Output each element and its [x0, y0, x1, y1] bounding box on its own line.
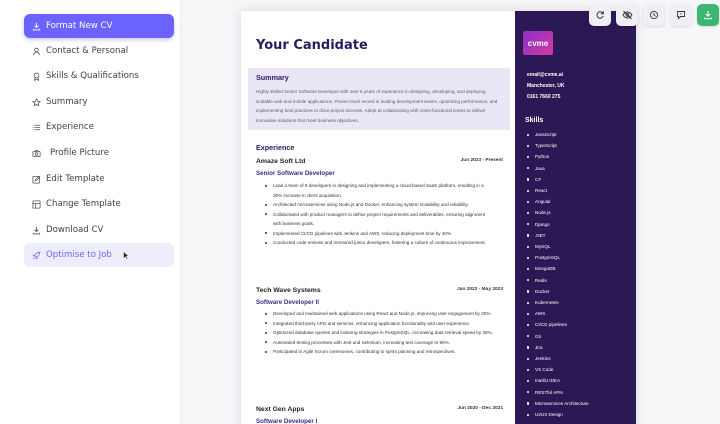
summary-heading: Summary — [256, 73, 289, 82]
job-dates: Jan 2022 - May 2023 — [457, 287, 503, 292]
sidebar-item-label: Change Template — [46, 199, 121, 209]
download-icon — [32, 22, 41, 31]
skill-item: AWS — [527, 308, 589, 319]
cv-side-column — [515, 11, 636, 424]
sidebar-item-skills-qualifications[interactable] — [24, 64, 174, 88]
sidebar-item-label: Edit Template — [46, 174, 105, 184]
skills-list — [527, 129, 589, 420]
job-role: Software Developer II — [256, 299, 319, 306]
sidebar-item-experience[interactable] — [24, 115, 174, 139]
sidebar-item-label: Format New CV — [46, 21, 113, 31]
skill-item: Microservices Architecture — [527, 398, 589, 409]
sidebar-item-edit-template[interactable] — [24, 167, 174, 191]
skill-item: Jira — [527, 342, 589, 353]
sidebar — [0, 0, 181, 424]
eye-off-icon — [622, 10, 633, 20]
job-bullet: Optimized database queries and indexing strategies in PostgreSQL, increasing data retrieval speed by 35%. — [265, 328, 493, 338]
sidebar-item-optimise-to-job[interactable] — [24, 243, 174, 267]
skill-item: RESTful APIs — [527, 387, 589, 398]
skill-item: JavaScript — [527, 129, 589, 140]
sidebar-item-label: Optimise to Job — [46, 250, 112, 260]
job-company: Tech Wave Systems — [256, 287, 321, 294]
job-bullets — [265, 181, 493, 248]
experience-heading: Experience — [256, 143, 295, 152]
sidebar-item-label: Summary — [46, 97, 88, 107]
user-icon — [32, 47, 41, 56]
camera-icon — [32, 149, 41, 158]
skill-item: VS Code — [527, 364, 589, 375]
edit-icon — [32, 175, 41, 184]
sidebar-item-label: Experience — [46, 122, 94, 132]
skill-item: Angular — [527, 196, 589, 207]
summary-text: Highly skilled Senior Software Developer with over 5 years of experience in designing, developing, and deploying scalable web and mobile applications. Proven track record in leading development teams, optimizing performance, and implementing best practices to drive project success. Adept at collaborating with cross-functional teams to deliver innovative solutions that meet business objectives. — [256, 89, 498, 123]
skill-item: Git — [527, 331, 589, 342]
contact-location: Manchester, UK — [527, 83, 565, 89]
sidebar-item-contact-personal[interactable] — [24, 39, 174, 63]
job-bullet: Architected microservices using Node.js and Docker, enhancing system scalability and reliability. — [265, 200, 493, 210]
refresh-icon — [595, 10, 605, 20]
skill-item: Node.js — [527, 207, 589, 218]
history-icon — [649, 10, 659, 20]
cvme-logo: cvme — [523, 31, 553, 55]
sidebar-item-summary[interactable] — [24, 90, 174, 114]
skill-item: MySQL — [527, 241, 589, 252]
job-company: Amaze Soft Ltd — [256, 158, 306, 165]
skill-item: UI/UX Design — [527, 409, 589, 420]
sidebar-item-label: Skills & Qualifications — [46, 71, 139, 81]
job-bullet: Lead a team of 8 developers in designing and implementing a cloud-based SaaS platform, resulting in a 30% increase in client acquisition. — [265, 181, 493, 200]
list-icon — [32, 123, 41, 132]
skill-item: CI/CD pipelines — [527, 319, 589, 330]
skill-item: IntelliJ IDEA — [527, 375, 589, 386]
skill-item: Django — [527, 219, 589, 230]
comment-icon — [676, 10, 686, 20]
job-role: Software Developer I — [256, 418, 318, 424]
contact-block — [527, 70, 565, 103]
job-bullet: Collaborated with product managers to define project requirements and deliverables, ensuring alignment with business goals. — [265, 210, 493, 229]
contact-phone: 0161 7660 275 — [527, 94, 561, 100]
sidebar-item-profile-picture[interactable] — [24, 141, 174, 165]
sidebar-item-format-new-cv[interactable] — [24, 14, 174, 38]
template-icon — [32, 200, 41, 209]
sidebar-item-download-cv[interactable] — [24, 218, 174, 242]
skill-item: React — [527, 185, 589, 196]
rocket-icon — [32, 251, 41, 260]
star-icon — [32, 98, 41, 107]
skill-item: MongoDB — [527, 263, 589, 274]
job-bullet: Conducted code reviews and mentored junior developers, fostering a culture of continuous improvement. — [265, 238, 493, 248]
summary-section — [248, 68, 510, 130]
job-role: Senior Software Developer — [256, 170, 335, 177]
download-icon — [32, 226, 41, 235]
download-button[interactable] — [697, 4, 719, 26]
contact-email: email@cvme.ai — [527, 72, 564, 78]
hide-preview-button[interactable] — [616, 4, 638, 26]
sidebar-item-label: Download CV — [46, 225, 104, 235]
skill-item: C# — [527, 174, 589, 185]
skill-item: Kubernetes — [527, 297, 589, 308]
download-icon — [703, 10, 713, 20]
skill-item: Python — [527, 151, 589, 162]
skill-item: TypeScript — [527, 140, 589, 151]
job-bullets — [265, 309, 493, 357]
job-dates: Jun 2023 - Present — [460, 158, 503, 163]
job-bullet: Developed and maintained web applications using React and Node.js, improving user engagement by 25%. — [265, 309, 493, 319]
job-bullet: Integrated third-party APIs and services, enhancing application functionality and user experience. — [265, 319, 493, 329]
history-button[interactable] — [643, 4, 665, 26]
skill-item: PostgreSQL — [527, 252, 589, 263]
skill-item: Docker — [527, 286, 589, 297]
refresh-button[interactable] — [589, 4, 611, 26]
skill-item: Jenkins — [527, 353, 589, 364]
job-bullet: Automated testing processes with Jest and Selenium, increasing test coverage to 90%. — [265, 338, 493, 348]
cv-preview[interactable] — [241, 11, 636, 424]
skill-item: Redis — [527, 275, 589, 286]
mouse-cursor-icon — [123, 251, 129, 260]
job-bullet: Implemented CI/CD pipelines with Jenkins and AWS, reducing deployment time by 40%. — [265, 229, 493, 239]
sidebar-item-change-template[interactable] — [24, 192, 174, 216]
skills-heading: Skills — [525, 117, 544, 124]
cv-name: Your Candidate — [256, 38, 368, 53]
skill-item: .NET — [527, 230, 589, 241]
job-bullet: Participated in Agile Scrum ceremonies, contributing to sprint planning and retrospectives. — [265, 347, 493, 357]
skill-item: Java — [527, 163, 589, 174]
sidebar-item-label: Profile Picture — [50, 148, 110, 158]
cv-main-column — [241, 11, 515, 424]
badge-icon — [32, 72, 41, 81]
job-company: Next Gen Apps — [256, 406, 305, 413]
job-dates: Jun 2020 - Dec 2021 — [457, 406, 503, 411]
comment-button[interactable] — [670, 4, 692, 26]
sidebar-item-label: Contact & Personal — [46, 46, 129, 56]
